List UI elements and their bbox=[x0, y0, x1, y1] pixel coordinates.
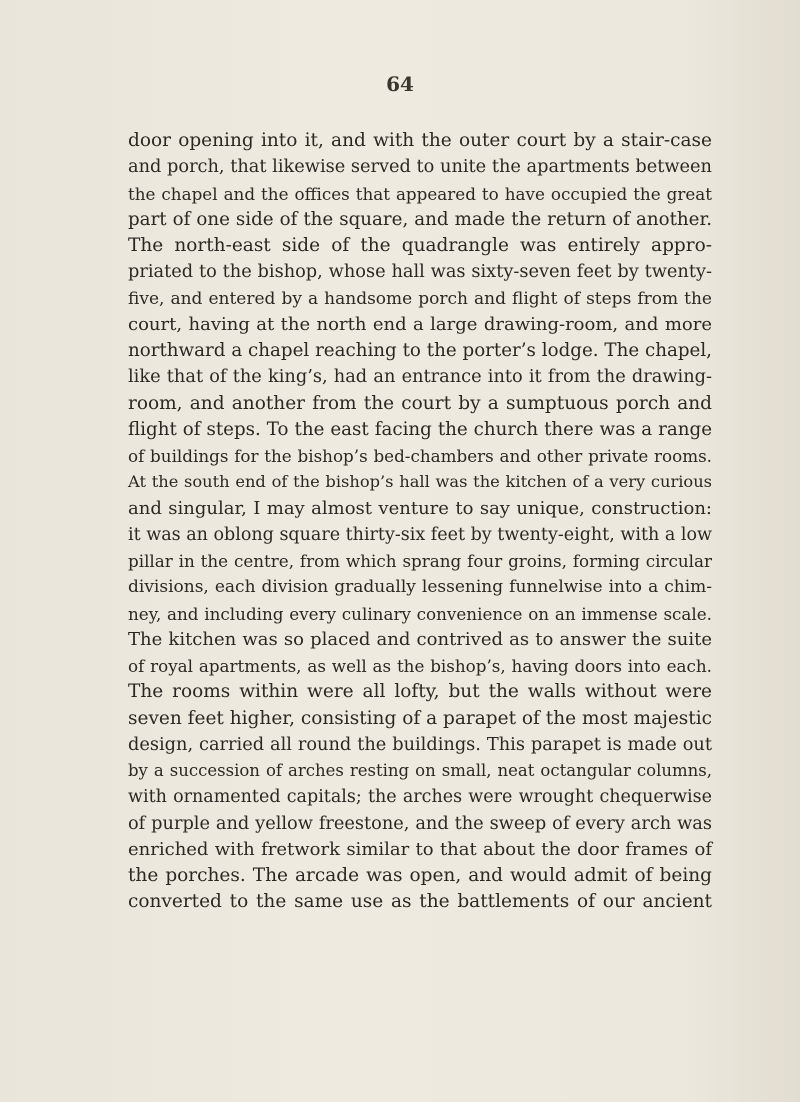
text-line: like that of the king’s, had an entrance into it from the drawing- bbox=[128, 367, 712, 388]
body-text bbox=[128, 128, 712, 916]
text-line: and porch, that likewise served to unite the apartments between bbox=[128, 157, 712, 178]
text-line: The north-east side of the quadrangle was entirely appro- bbox=[128, 235, 712, 256]
text-line: of buildings for the bishop’s bed-chambers and other private rooms. bbox=[128, 446, 712, 466]
text-line: The rooms within were all lofty, but the walls without were bbox=[128, 681, 712, 703]
text-line: ney, and including every culinary convenience on an immense scale. bbox=[128, 603, 712, 624]
page-number: 64 bbox=[386, 72, 414, 96]
text-line: enriched with fretwork similar to that about the door frames of bbox=[128, 838, 712, 860]
text-line: of purple and yellow freestone, and the sweep of every arch was bbox=[128, 813, 712, 834]
text-line: flight of steps. To the east facing the church there was a range bbox=[128, 418, 712, 440]
text-line: it was an oblong square thirty-six feet by twenty-eight, with a low bbox=[128, 524, 712, 545]
text-line: and singular, I may almost venture to say unique, construction: bbox=[128, 497, 712, 519]
text-line: by a succession of arches resting on small, neat octangular columns, bbox=[128, 761, 712, 780]
text-line: the chapel and the offices that appeared to have occupied the great bbox=[128, 183, 712, 204]
text-line: of royal apartments, as well as the bishop’s, having doors into each. bbox=[128, 656, 712, 676]
text-line: door opening into it, and with the outer court by a stair-case bbox=[128, 130, 712, 151]
text-line: the porches. The arcade was open, and would admit of being bbox=[128, 865, 712, 886]
text-line: priated to the bishop, whose hall was sixty-seven feet by twenty- bbox=[128, 262, 712, 283]
text-line: court, having at the north end a large drawing-room, and more bbox=[128, 313, 712, 335]
text-line: The kitchen was so placed and contrived as to answer the suite bbox=[128, 628, 712, 650]
text-line: converted to the same use as the battlements of our ancient bbox=[128, 891, 712, 913]
text-line: five, and entered by a handsome porch and flight of steps from the bbox=[128, 288, 712, 309]
text-line: At the south end of the bishop’s hall was the kitchen of a very curious bbox=[128, 472, 712, 492]
text-line: room, and another from the court by a sumptuous porch and bbox=[128, 392, 712, 414]
text-line: part of one side of the square, and made the return of another. bbox=[128, 208, 712, 230]
text-line: design, carried all round the buildings. This parapet is made out bbox=[128, 734, 712, 755]
text-line: pillar in the centre, from which sprang four groins, forming circular bbox=[128, 551, 712, 571]
text-line: northward a chapel reaching to the porter’s lodge. The chapel, bbox=[128, 340, 712, 361]
text-line: seven feet higher, consisting of a parapet of the most majestic bbox=[128, 707, 712, 729]
text-line: with ornamented capitals; the arches were wrought chequerwise bbox=[128, 787, 712, 808]
text-line: divisions, each division gradually lessening funnelwise into a chim- bbox=[128, 577, 712, 598]
